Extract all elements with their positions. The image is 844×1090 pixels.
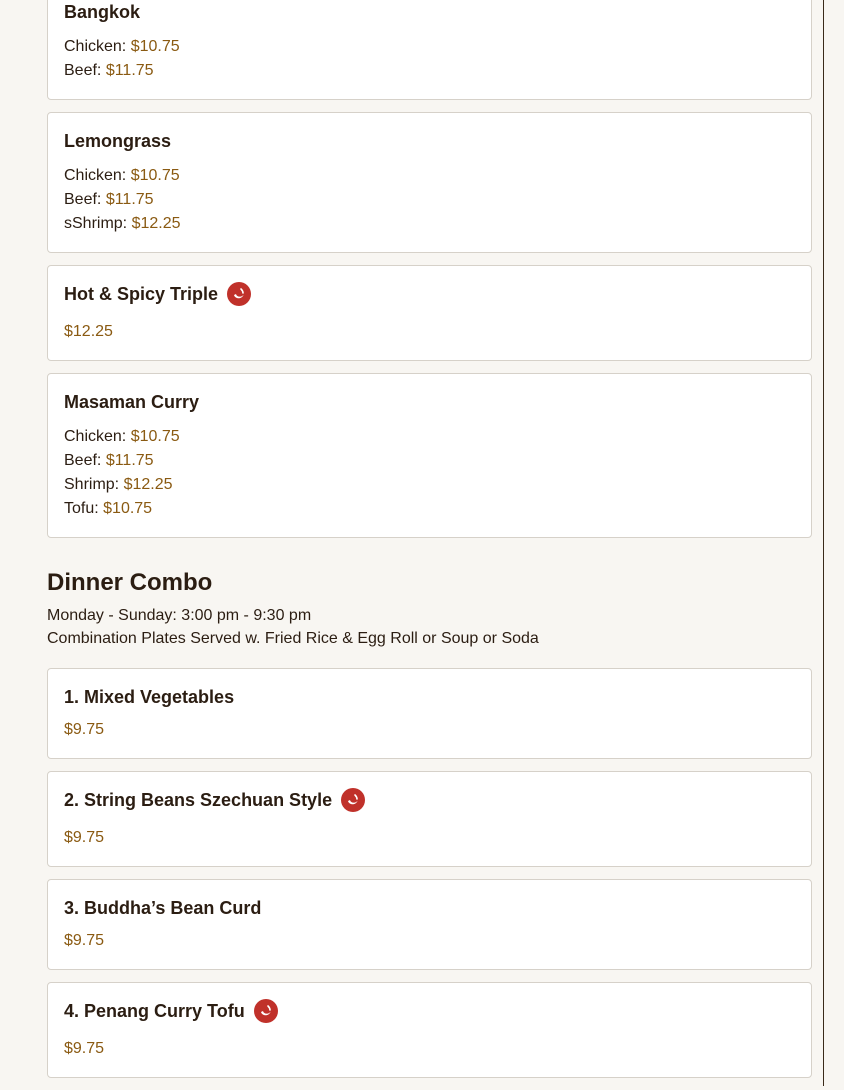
price-row: [64, 59, 795, 83]
price-value: $10.75: [130, 428, 180, 445]
menu-item-card[interactable]: [47, 771, 812, 867]
price-label: Beef:: [64, 191, 102, 208]
price-value: $9.75: [64, 721, 105, 738]
menu-item-card[interactable]: [47, 668, 812, 759]
chili-pepper-icon: [254, 999, 278, 1023]
menu-item-title: 3. Buddha’s Bean Curd: [64, 898, 262, 918]
menu-item-title-row: [64, 788, 795, 812]
menu-item-title: Hot & Spicy Triple: [64, 284, 219, 304]
price-label: sShrimp:: [64, 215, 128, 232]
menu-item-card[interactable]: [47, 879, 812, 970]
chili-pepper-icon: [341, 788, 365, 812]
menu-item-card[interactable]: [47, 0, 812, 100]
price-row: [64, 212, 795, 236]
price-value: $10.75: [130, 38, 180, 55]
chili-pepper-icon: [227, 282, 251, 306]
menu-item-title: Masaman Curry: [64, 392, 200, 412]
price-label: Chicken:: [64, 167, 127, 184]
price-label: Beef:: [64, 452, 102, 469]
price-list: [64, 164, 795, 236]
price-value: $9.75: [64, 932, 105, 949]
menu-item-title-row: [64, 282, 795, 306]
price-label: Chicken:: [64, 38, 127, 55]
menu-item-title: Lemongrass: [64, 131, 172, 151]
price-value: $11.75: [105, 191, 154, 208]
price-row: [64, 425, 795, 449]
price-list: [64, 320, 795, 344]
menu-item-title: 2. String Beans Szechuan Style: [64, 790, 333, 810]
menu-item-card[interactable]: [47, 982, 812, 1078]
menu-item-title: Bangkok: [64, 2, 141, 22]
price-row: [64, 164, 795, 188]
price-row: [64, 497, 795, 521]
price-value: $12.25: [123, 476, 173, 493]
price-value: $11.75: [105, 62, 154, 79]
price-value: $9.75: [64, 1040, 105, 1057]
menu-content: [47, 0, 812, 1090]
menu-item-card[interactable]: [47, 265, 812, 361]
menu-item-title: 1. Mixed Vegetables: [64, 687, 235, 707]
price-value: $12.25: [131, 215, 181, 232]
price-value: $10.75: [103, 500, 153, 517]
price-list: [64, 1037, 795, 1061]
price-list: [64, 35, 795, 83]
price-row: [64, 473, 795, 497]
price-row: [64, 449, 795, 473]
menu-item-card[interactable]: [47, 373, 812, 538]
section-hours: Monday - Sunday: 3:00 pm - 9:30 pm: [47, 607, 312, 624]
menu-item-card[interactable]: [47, 112, 812, 253]
menu-item-title: 4. Penang Curry Tofu: [64, 1001, 245, 1021]
price-value: $12.25: [64, 323, 113, 340]
price-value: $9.75: [64, 829, 105, 846]
price-label: Shrimp:: [64, 476, 120, 493]
price-list: [64, 929, 795, 953]
price-row: [64, 188, 795, 212]
price-list: [64, 425, 795, 521]
price-label: Beef:: [64, 62, 102, 79]
price-value: $11.75: [105, 452, 154, 469]
section-title: Dinner Combo: [47, 569, 213, 596]
dinner-combo-header: [47, 568, 812, 650]
menu-item-title-row: [64, 999, 795, 1023]
price-label: Tofu:: [64, 500, 99, 517]
price-list: [64, 718, 795, 742]
price-label: Chicken:: [64, 428, 127, 445]
price-value: $10.75: [130, 167, 180, 184]
price-list: [64, 826, 795, 850]
page-right-border: [823, 0, 824, 1086]
section-note: Combination Plates Served w. Fried Rice & Egg Roll or Soup or Soda: [47, 630, 539, 647]
price-row: [64, 35, 795, 59]
